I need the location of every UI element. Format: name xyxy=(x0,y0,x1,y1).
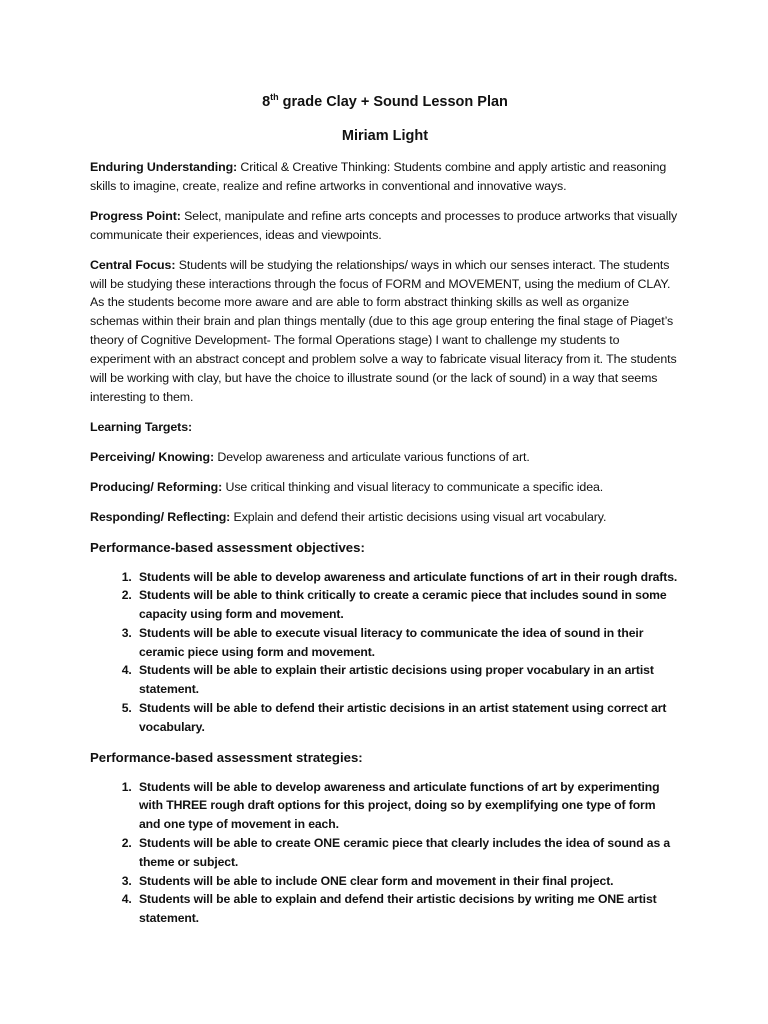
strategy-item: 4. Students will be able to explain and defend their artistic decisions by writing me ONE artist statement. xyxy=(135,890,680,928)
learning-target-label: Producing/ Reforming: xyxy=(90,479,223,494)
strategies-list xyxy=(90,778,680,928)
learning-target-producing xyxy=(90,478,680,497)
objective-item: 1. Students will be able to develop awareness and articulate functions of art in their rough drafts. xyxy=(135,568,680,587)
learning-targets-heading xyxy=(90,418,680,437)
central-focus xyxy=(90,256,680,407)
enduring-understanding xyxy=(90,158,680,196)
learning-target-label: Perceiving/ Knowing: xyxy=(90,449,214,464)
progress-point-text: Select, manipulate and refine arts concepts and processes to produce artworks that visually communicate their experiences, ideas and viewpoints. xyxy=(90,208,678,242)
enduring-understanding-text: Critical & Creative Thinking: Students combine and apply artistic and reasoning skills to imagine, create, realize and refine artworks in conventional and innovative ways. xyxy=(90,160,667,193)
document-title xyxy=(90,92,680,112)
strategy-item: 2. Students will be able to create ONE ceramic piece that clearly includes the idea of sound as a theme or subject. xyxy=(135,834,680,872)
learning-targets-label: Learning Targets: xyxy=(90,419,193,434)
strategy-item: 3. Students will be able to include ONE clear form and movement in their final project. xyxy=(135,872,680,891)
objectives-list xyxy=(90,568,680,737)
progress-point xyxy=(90,207,680,245)
learning-target-text: Use critical thinking and visual literacy to communicate a specific idea. xyxy=(222,479,604,494)
learning-target-perceiving xyxy=(90,448,680,467)
objective-item: 3. Students will be able to execute visual literacy to communicate the idea of sound in their ceramic piece using form and movement. xyxy=(135,624,680,662)
learning-target-responding xyxy=(90,508,680,527)
objectives-heading: Performance-based assessment objectives: xyxy=(90,539,365,555)
progress-point-label: Progress Point: xyxy=(90,208,181,223)
objective-item: 2. Students will be able to think critically to create a ceramic piece that includes sound in some capacity using form and movement. xyxy=(135,586,680,624)
strategies-heading: Performance-based assessment strategies: xyxy=(90,749,363,765)
objective-item: 5. Students will be able to defend their artistic decisions in an artist statement using correct art vocabulary. xyxy=(135,699,680,737)
objective-item: 4. Students will be able to explain their artistic decisions using proper vocabulary in an artist statement. xyxy=(135,661,680,699)
strategy-item: 1. Students will be able to develop awareness and articulate functions of art by experimenting with THREE rough draft options for this project, doing so by exemplifying one type of form and one type of movement in each. xyxy=(135,778,680,834)
title-grade-number: 8 xyxy=(262,94,271,110)
central-focus-label: Central Focus: xyxy=(90,257,176,272)
author-name: Miriam Light xyxy=(341,128,429,144)
title-superscript: th xyxy=(270,92,279,103)
learning-target-text: Explain and defend their artistic decisions using visual art vocabulary. xyxy=(230,509,607,524)
central-focus-text: Students will be studying the relationships/ ways in which our senses interact. The students will be studying these interactions through the focus of FORM and MOVEMENT, using the medium of CLAY. As the students become more aware and are able to form abstract thinking skills as well as organize schemas within their brain and plan things mentally (due to this age group entering the final stage of Piaget’s theory of Cognitive Development- The formal Operations stage) I want to challenge my students to experiment with an abstract concept and problem solve a way to fabricate visual literacy from it. The students will be working with clay, but have the choice to illustrate sound (or the lack of sound) in a way that seems interesting to them. xyxy=(90,257,677,404)
enduring-understanding-label: Enduring Understanding: xyxy=(90,160,238,174)
title-text: grade Clay + Sound Lesson Plan xyxy=(278,94,508,110)
learning-target-label: Responding/ Reflecting: xyxy=(90,509,231,524)
learning-target-text: Develop awareness and articulate various functions of art. xyxy=(214,449,530,464)
